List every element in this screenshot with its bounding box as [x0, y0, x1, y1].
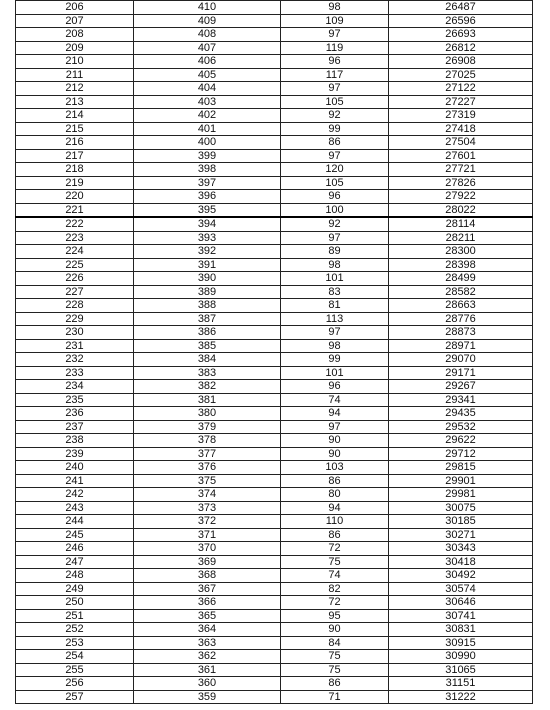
table-row	[16, 231, 533, 245]
score-cell: 405	[134, 68, 281, 82]
cumulative-cell: 27504	[389, 136, 533, 150]
rank-cell: 217	[16, 149, 134, 163]
cumulative-cell: 26693	[389, 28, 533, 42]
score-cell: 377	[134, 447, 281, 461]
count-cell: 97	[281, 231, 389, 245]
table-row	[16, 272, 533, 286]
score-cell: 382	[134, 380, 281, 394]
count-cell: 101	[281, 366, 389, 380]
cumulative-cell: 28022	[389, 203, 533, 217]
count-cell: 86	[281, 677, 389, 691]
score-cell: 398	[134, 163, 281, 177]
count-cell: 99	[281, 353, 389, 367]
rank-cell: 227	[16, 285, 134, 299]
rank-cell: 249	[16, 582, 134, 596]
score-cell: 370	[134, 542, 281, 556]
table-row	[16, 55, 533, 69]
count-cell: 75	[281, 650, 389, 664]
table-row	[16, 366, 533, 380]
table-row	[16, 245, 533, 259]
cumulative-cell: 30271	[389, 528, 533, 542]
count-cell: 120	[281, 163, 389, 177]
table-row	[16, 542, 533, 556]
count-cell: 74	[281, 569, 389, 583]
cumulative-cell: 26487	[389, 1, 533, 15]
rank-cell: 238	[16, 434, 134, 448]
cumulative-cell: 26812	[389, 41, 533, 55]
rank-cell: 222	[16, 217, 134, 231]
cumulative-cell: 29622	[389, 434, 533, 448]
cumulative-cell: 28211	[389, 231, 533, 245]
rank-cell: 236	[16, 407, 134, 421]
score-cell: 408	[134, 28, 281, 42]
count-cell: 117	[281, 68, 389, 82]
table-row	[16, 217, 533, 231]
score-cell: 388	[134, 299, 281, 313]
count-cell: 97	[281, 149, 389, 163]
rank-cell: 210	[16, 55, 134, 69]
count-cell: 97	[281, 82, 389, 96]
score-cell: 376	[134, 461, 281, 475]
rank-cell: 221	[16, 203, 134, 217]
rank-cell: 218	[16, 163, 134, 177]
table-row	[16, 326, 533, 340]
score-table	[15, 0, 533, 704]
score-cell: 385	[134, 339, 281, 353]
count-cell: 100	[281, 203, 389, 217]
cumulative-cell: 29267	[389, 380, 533, 394]
cumulative-cell: 30185	[389, 515, 533, 529]
rank-cell: 231	[16, 339, 134, 353]
cumulative-cell: 28873	[389, 326, 533, 340]
score-cell: 371	[134, 528, 281, 542]
count-cell: 97	[281, 28, 389, 42]
count-cell: 86	[281, 136, 389, 150]
table-row	[16, 420, 533, 434]
table-row	[16, 82, 533, 96]
table-row	[16, 434, 533, 448]
rank-cell: 257	[16, 690, 134, 704]
score-cell: 399	[134, 149, 281, 163]
count-cell: 99	[281, 122, 389, 136]
table-row	[16, 312, 533, 326]
count-cell: 81	[281, 299, 389, 313]
score-cell: 400	[134, 136, 281, 150]
count-cell: 94	[281, 501, 389, 515]
table-row	[16, 41, 533, 55]
cumulative-cell: 29341	[389, 393, 533, 407]
count-cell: 84	[281, 636, 389, 650]
cumulative-cell: 27122	[389, 82, 533, 96]
cumulative-cell: 26908	[389, 55, 533, 69]
count-cell: 96	[281, 55, 389, 69]
cumulative-cell: 31222	[389, 690, 533, 704]
rank-cell: 242	[16, 488, 134, 502]
table-row	[16, 176, 533, 190]
cumulative-cell: 28398	[389, 258, 533, 272]
table-row	[16, 285, 533, 299]
cumulative-cell: 30075	[389, 501, 533, 515]
table-row	[16, 569, 533, 583]
cumulative-cell: 28663	[389, 299, 533, 313]
cumulative-cell: 30741	[389, 609, 533, 623]
count-cell: 103	[281, 461, 389, 475]
cumulative-cell: 27721	[389, 163, 533, 177]
score-cell: 359	[134, 690, 281, 704]
table-row	[16, 203, 533, 217]
count-cell: 97	[281, 420, 389, 434]
score-cell: 391	[134, 258, 281, 272]
rank-cell: 219	[16, 176, 134, 190]
table-row	[16, 690, 533, 704]
rank-cell: 220	[16, 190, 134, 204]
table-row	[16, 501, 533, 515]
score-cell: 365	[134, 609, 281, 623]
score-cell: 396	[134, 190, 281, 204]
count-cell: 92	[281, 217, 389, 231]
rank-cell: 213	[16, 95, 134, 109]
cumulative-cell: 30418	[389, 555, 533, 569]
score-cell: 402	[134, 109, 281, 123]
rank-cell: 228	[16, 299, 134, 313]
cumulative-cell: 29981	[389, 488, 533, 502]
cumulative-cell: 28971	[389, 339, 533, 353]
count-cell: 74	[281, 393, 389, 407]
count-cell: 83	[281, 285, 389, 299]
table-row	[16, 163, 533, 177]
count-cell: 97	[281, 326, 389, 340]
table-row	[16, 136, 533, 150]
table-row	[16, 14, 533, 28]
table-row	[16, 596, 533, 610]
count-cell: 90	[281, 447, 389, 461]
score-cell: 364	[134, 623, 281, 637]
count-cell: 101	[281, 272, 389, 286]
cumulative-cell: 30915	[389, 636, 533, 650]
rank-cell: 239	[16, 447, 134, 461]
rank-cell: 211	[16, 68, 134, 82]
rank-cell: 247	[16, 555, 134, 569]
table-row	[16, 515, 533, 529]
rank-cell: 251	[16, 609, 134, 623]
score-cell: 361	[134, 663, 281, 677]
cumulative-cell: 29815	[389, 461, 533, 475]
score-cell: 401	[134, 122, 281, 136]
table-row	[16, 663, 533, 677]
rank-cell: 255	[16, 663, 134, 677]
score-cell: 395	[134, 203, 281, 217]
cumulative-cell: 29171	[389, 366, 533, 380]
count-cell: 75	[281, 663, 389, 677]
score-cell: 378	[134, 434, 281, 448]
score-cell: 366	[134, 596, 281, 610]
count-cell: 92	[281, 109, 389, 123]
cumulative-cell: 29435	[389, 407, 533, 421]
rank-cell: 230	[16, 326, 134, 340]
count-cell: 98	[281, 339, 389, 353]
count-cell: 105	[281, 95, 389, 109]
score-cell: 403	[134, 95, 281, 109]
rank-cell: 224	[16, 245, 134, 259]
table-row	[16, 299, 533, 313]
table-row	[16, 447, 533, 461]
cumulative-cell: 28582	[389, 285, 533, 299]
table-row	[16, 353, 533, 367]
table-row	[16, 650, 533, 664]
cumulative-cell: 29070	[389, 353, 533, 367]
rank-cell: 208	[16, 28, 134, 42]
count-cell: 109	[281, 14, 389, 28]
count-cell: 94	[281, 407, 389, 421]
count-cell: 86	[281, 474, 389, 488]
count-cell: 98	[281, 1, 389, 15]
rank-cell: 252	[16, 623, 134, 637]
table-row	[16, 380, 533, 394]
score-cell: 404	[134, 82, 281, 96]
score-cell: 368	[134, 569, 281, 583]
rank-cell: 254	[16, 650, 134, 664]
score-cell: 387	[134, 312, 281, 326]
score-cell: 394	[134, 217, 281, 231]
score-cell: 384	[134, 353, 281, 367]
table-row	[16, 28, 533, 42]
rank-cell: 206	[16, 1, 134, 15]
cumulative-cell: 27227	[389, 95, 533, 109]
table-row	[16, 677, 533, 691]
rank-cell: 256	[16, 677, 134, 691]
score-cell: 383	[134, 366, 281, 380]
rank-cell: 212	[16, 82, 134, 96]
cumulative-cell: 30646	[389, 596, 533, 610]
cumulative-cell: 29712	[389, 447, 533, 461]
rank-cell: 250	[16, 596, 134, 610]
count-cell: 113	[281, 312, 389, 326]
score-cell: 375	[134, 474, 281, 488]
table-row	[16, 555, 533, 569]
rank-cell: 243	[16, 501, 134, 515]
cumulative-cell: 30990	[389, 650, 533, 664]
table-row	[16, 461, 533, 475]
rank-cell: 234	[16, 380, 134, 394]
rank-cell: 214	[16, 109, 134, 123]
rank-cell: 233	[16, 366, 134, 380]
rank-cell: 253	[16, 636, 134, 650]
rank-cell: 229	[16, 312, 134, 326]
cumulative-cell: 30343	[389, 542, 533, 556]
count-cell: 75	[281, 555, 389, 569]
rank-cell: 237	[16, 420, 134, 434]
cumulative-cell: 31065	[389, 663, 533, 677]
rank-cell: 241	[16, 474, 134, 488]
rank-cell: 215	[16, 122, 134, 136]
score-cell: 392	[134, 245, 281, 259]
score-cell: 389	[134, 285, 281, 299]
count-cell: 105	[281, 176, 389, 190]
cumulative-cell: 29901	[389, 474, 533, 488]
cumulative-cell: 30574	[389, 582, 533, 596]
count-cell: 82	[281, 582, 389, 596]
score-cell: 406	[134, 55, 281, 69]
table-row	[16, 95, 533, 109]
score-cell: 410	[134, 1, 281, 15]
table-row	[16, 1, 533, 15]
score-cell: 373	[134, 501, 281, 515]
score-cell: 407	[134, 41, 281, 55]
rank-cell: 216	[16, 136, 134, 150]
rank-cell: 226	[16, 272, 134, 286]
score-cell: 393	[134, 231, 281, 245]
table-row	[16, 149, 533, 163]
cumulative-cell: 28114	[389, 217, 533, 231]
table-row	[16, 582, 533, 596]
cumulative-cell: 27826	[389, 176, 533, 190]
rank-cell: 235	[16, 393, 134, 407]
score-cell: 381	[134, 393, 281, 407]
table-row	[16, 609, 533, 623]
cumulative-cell: 26596	[389, 14, 533, 28]
cumulative-cell: 27319	[389, 109, 533, 123]
cumulative-cell: 30831	[389, 623, 533, 637]
score-cell: 386	[134, 326, 281, 340]
cumulative-cell: 28776	[389, 312, 533, 326]
table-row	[16, 339, 533, 353]
count-cell: 95	[281, 609, 389, 623]
count-cell: 71	[281, 690, 389, 704]
table-row	[16, 68, 533, 82]
count-cell: 110	[281, 515, 389, 529]
table-row	[16, 109, 533, 123]
table-row	[16, 407, 533, 421]
score-cell: 369	[134, 555, 281, 569]
score-cell: 374	[134, 488, 281, 502]
count-cell: 96	[281, 190, 389, 204]
score-cell: 360	[134, 677, 281, 691]
score-cell: 390	[134, 272, 281, 286]
table-row	[16, 122, 533, 136]
count-cell: 89	[281, 245, 389, 259]
rank-cell: 246	[16, 542, 134, 556]
rank-cell: 240	[16, 461, 134, 475]
cumulative-cell: 28300	[389, 245, 533, 259]
count-cell: 72	[281, 542, 389, 556]
score-cell: 367	[134, 582, 281, 596]
score-cell: 372	[134, 515, 281, 529]
count-cell: 96	[281, 380, 389, 394]
table-row	[16, 258, 533, 272]
cumulative-cell: 27025	[389, 68, 533, 82]
count-cell: 86	[281, 528, 389, 542]
cumulative-cell: 28499	[389, 272, 533, 286]
table-row	[16, 474, 533, 488]
rank-cell: 207	[16, 14, 134, 28]
count-cell: 119	[281, 41, 389, 55]
rank-cell: 244	[16, 515, 134, 529]
rank-cell: 225	[16, 258, 134, 272]
count-cell: 90	[281, 434, 389, 448]
count-cell: 98	[281, 258, 389, 272]
table-row	[16, 488, 533, 502]
table-row	[16, 636, 533, 650]
cumulative-cell: 27418	[389, 122, 533, 136]
score-cell: 397	[134, 176, 281, 190]
cumulative-cell: 31151	[389, 677, 533, 691]
cumulative-cell: 30492	[389, 569, 533, 583]
score-cell: 379	[134, 420, 281, 434]
rank-cell: 245	[16, 528, 134, 542]
score-cell: 363	[134, 636, 281, 650]
count-cell: 80	[281, 488, 389, 502]
rank-cell: 232	[16, 353, 134, 367]
score-cell: 362	[134, 650, 281, 664]
cumulative-cell: 29532	[389, 420, 533, 434]
rank-cell: 223	[16, 231, 134, 245]
table-body	[16, 1, 533, 704]
cumulative-cell: 27922	[389, 190, 533, 204]
cumulative-cell: 27601	[389, 149, 533, 163]
table-row	[16, 623, 533, 637]
count-cell: 72	[281, 596, 389, 610]
table-row	[16, 528, 533, 542]
table-row	[16, 190, 533, 204]
table-row	[16, 393, 533, 407]
score-cell: 380	[134, 407, 281, 421]
count-cell: 90	[281, 623, 389, 637]
rank-cell: 209	[16, 41, 134, 55]
rank-cell: 248	[16, 569, 134, 583]
score-cell: 409	[134, 14, 281, 28]
